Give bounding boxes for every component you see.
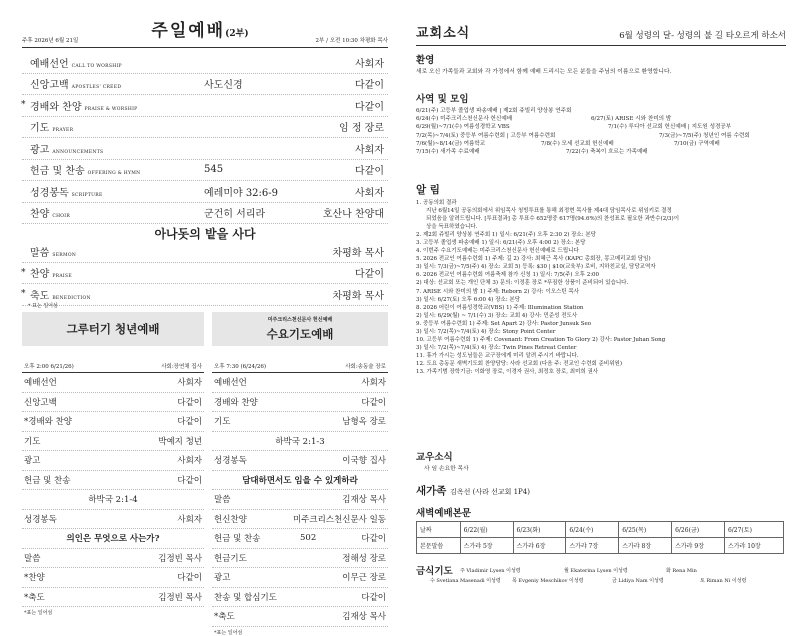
standing-mark: * [21, 100, 26, 111]
order-label-ko: 성경봉독 [30, 187, 69, 199]
order-leader: 다같이 [355, 80, 384, 92]
order-content: 사도신경 [204, 80, 243, 92]
service-row [212, 490, 388, 510]
announcement-line: 1. 공동의회 결과 [416, 200, 457, 206]
dawn-passage: 스가랴 7장 [566, 538, 619, 554]
service-row [22, 393, 204, 413]
fasting-name: 토 Riman Ni 이성령 [700, 578, 747, 584]
service-leader: 김재상 목사 [342, 495, 386, 506]
order-label-ko: 예배선언 [30, 58, 69, 70]
service-row [212, 568, 388, 588]
service-row [22, 451, 204, 471]
service-label: *경배와 찬양 [24, 417, 73, 428]
order-row [22, 74, 388, 96]
ministry-line [416, 140, 786, 148]
ministry-line [416, 115, 786, 123]
ministry-line [416, 148, 786, 156]
ministry-item: 7/8(수) 모세 선교회 헌신예배 [541, 140, 614, 147]
worship-title: 주일예배(2부) [151, 21, 249, 41]
order-row [22, 117, 388, 139]
order-label-en: CHOIR [52, 214, 71, 220]
news-title: 교회소식 [416, 26, 471, 41]
order-label-ko: 경배와 찬양 [30, 101, 82, 113]
ministry-line [416, 123, 786, 131]
announcements-section [416, 182, 786, 376]
ministry-item: 7/1(수) 루디아 선교회 헌신예배 | 지도원 성경공부 [608, 124, 732, 131]
dawn-date: 6/23(화) [513, 522, 566, 538]
youth-order [22, 373, 204, 616]
service-leader: 김정빈 목사 [158, 592, 202, 603]
service-row [22, 412, 204, 432]
service-row [22, 549, 204, 569]
order-label [30, 162, 140, 177]
service-row [212, 510, 388, 530]
announcement-line: 12. 도요 총동문 새벽기도회 찬양담당: 사라 선교회 (다음 주: 전교인 수련회 준비위원) [416, 360, 622, 367]
announcement-line: 3) 일시: 6/27(토) 오후 6:00 4) 장소: 본당 [416, 296, 521, 303]
service-row [212, 529, 388, 549]
service-row [22, 588, 204, 608]
ministry-item: 6/21(주) 고등부 졸업생 파송예배 | 제2회 쥬빌리 양상봉 연주회 [416, 108, 572, 114]
prayer-title [212, 312, 388, 346]
worship-date: 주후 2026년 6월 21일 [22, 38, 79, 44]
dawn-passage: 스가랴 10장 [724, 538, 783, 554]
ministry-item: 7/10(금) 구역예배 [674, 140, 720, 147]
service-label: 성경봉독 [214, 456, 247, 467]
service-label: 말씀 [214, 495, 231, 506]
service-leader: 다같이 [361, 534, 386, 545]
order-leader: 사회자 [355, 58, 384, 70]
service-leader: 정해성 장로 [342, 553, 386, 564]
sermon-title [212, 471, 388, 491]
dawn-section [416, 505, 786, 554]
visit-text: 사 임 손요한 목사 [424, 466, 469, 472]
service-label: *축도 [214, 612, 235, 623]
news-header [416, 22, 786, 46]
service-label: 헌신찬양 [214, 514, 247, 525]
worship-time-preacher: 2부 / 오전 10:30 차평화 목사 [315, 38, 388, 44]
welcome-heading: 환영 [416, 55, 435, 66]
order-row [22, 181, 388, 203]
standing-mark: * [21, 267, 26, 278]
ministry-item: 7/2(목)~7/4(토) 중등부 여름수련회 | 고등부 여름수련회 [416, 132, 556, 139]
order-leader: 다같이 [355, 166, 384, 178]
ministry-line [416, 132, 786, 140]
worship-order [22, 52, 388, 306]
order-row [22, 203, 388, 225]
service-row [212, 412, 388, 432]
order-label-en: CALL TO WORSHIP [71, 63, 122, 69]
announcement-line: 2) 대상: 선교회 또는 개인 단체 3) 문의: 이정훈 장로 *푸짐한 상품이 준비되어 있습니다. [416, 280, 629, 287]
service-row [22, 568, 204, 588]
dawn-heading: 새벽예배본문 [416, 508, 472, 519]
fasting-name: 월 Ekaterina Lysen 이성령 [564, 568, 628, 574]
ministry-item: 6/24(수) 미주크리스천신문사 헌신예배 [416, 116, 513, 123]
announcement-line: 3) 일시: 7/2(목)~7/4(토) 4) 장소: Twin Pines Retreat Center [416, 344, 577, 351]
standing-mark: * [21, 289, 26, 300]
service-leader: 사회자 [361, 378, 386, 389]
scripture-ref-text: 하박국 2:1-3 [275, 436, 325, 447]
service-label: 헌금기도 [214, 553, 247, 564]
ministry-item: 7/22(수) 축복이 흐르는 가족예배 [566, 148, 648, 155]
dawn-date: 6/24(수) [566, 522, 619, 538]
order-leader: 호산나 찬양대 [322, 209, 384, 221]
youth-service [22, 312, 204, 616]
fasting-name: 수 Svetlana Masenadi 이성령 [430, 578, 501, 584]
order-label [30, 141, 103, 156]
announcement-line: 9. 중등부 여름수련회 1) 주제: Set Apart 2) 강사: Pastor Junsuk Seo [416, 320, 592, 327]
order-label-en: PRAISE [52, 274, 72, 280]
standing-note: * 표는 일어섬 [28, 303, 58, 309]
order-label-en: APOSTLES' CREED [71, 85, 122, 91]
order-label [30, 76, 121, 91]
visit-section [416, 449, 786, 473]
service-leader: 미주크리스천신문사 일동 [292, 514, 386, 525]
service-leader: 이무근 장로 [342, 573, 386, 584]
service-leader: 사회자 [177, 378, 202, 389]
youth-host: 사회:장연채 집사 [161, 364, 202, 370]
ministry-heading: 사역 및 모임 [416, 94, 469, 105]
order-label-ko: 기도 [30, 123, 50, 135]
youth-time: 오후 2:00 6/21/26) [24, 364, 74, 370]
service-label: 예배선언 [24, 378, 57, 389]
standing-note: *표는 일어섬 [24, 610, 53, 616]
order-label-en: PRAYER [52, 128, 74, 134]
announcement-line: 13. 가족기범 장학기금: 이화영 장로, 이경자 권사, 최정호 장로, 최미희 권사 [416, 368, 599, 375]
announcement-line: 3. 고등부 졸업생 파송예배 1) 일시: 6/21(주) 오후 4:00 2) 장소: 본당 [416, 240, 586, 247]
scripture-ref-text: 하박국 2:1-4 [88, 495, 138, 506]
order-label [30, 184, 103, 199]
worship-meta [22, 36, 388, 48]
ministry-section [416, 91, 786, 156]
announcement-line: 5. 2026 전교인 여름수련회 1) 주제: 길 2) 강사: 최혜근 목사 (KAPC 총회장, 몽고메리교회 담임) [416, 256, 651, 263]
newfamily-heading: 새가족 [416, 485, 447, 497]
prayer-meta [212, 362, 388, 373]
prayer-host: 사회:송동술 장로 [345, 364, 386, 370]
order-label-en: OFFERING & HYMN [87, 171, 141, 177]
order-leader: 다같이 [355, 269, 384, 281]
service-leader: 다같이 [177, 573, 202, 584]
dawn-passage: 스가랴 9장 [672, 538, 725, 554]
scripture-ref [212, 432, 388, 452]
service-leader: 김정빈 목사 [158, 553, 202, 564]
order-label-ko: 광고 [30, 144, 50, 156]
dawn-date: 6/25(목) [619, 522, 672, 538]
announcement-line: 7. ARISE 시와 찬미의 밤 1) 주제: Reborn 2) 강사: 이오스틴 목사 [416, 288, 579, 295]
order-leader: 차평화 목사 [332, 247, 384, 259]
ministry-item: 7/3(금)~7/5(주) 청년인 여름 수련회 [659, 132, 750, 139]
order-row [22, 241, 388, 263]
dawn-table [416, 521, 784, 554]
service-leader: 사회자 [177, 514, 202, 525]
sermon-title-text: 의인은 무엇으로 사는가? [66, 534, 160, 545]
order-leader: 사회자 [355, 187, 384, 199]
order-label-en: SCRIPTURE [71, 192, 103, 198]
order-leader: 차평화 목사 [332, 290, 384, 302]
service-label: 헌금 및 찬송 [214, 534, 261, 545]
newfamily-section [416, 483, 786, 500]
standing-note: *표는 일어섬 [214, 629, 243, 636]
service-label: 광고 [214, 573, 231, 584]
service-label: 예배선언 [214, 378, 247, 389]
service-content: 502 [300, 533, 317, 544]
order-row [22, 52, 388, 74]
order-label-ko: 헌금 및 찬송 [30, 166, 85, 178]
order-label-en: SERMON [52, 252, 77, 258]
newfamily-text: 김옥선 (사라 선교회 1P4) [450, 488, 530, 496]
service-row [212, 549, 388, 569]
announcement-line: 4. 이번주 수요기도예배는 미주크리스천신문사 헌신예배로 드립니다 [416, 248, 579, 255]
order-label-ko: 신앙고백 [30, 80, 69, 92]
order-label-en: PRAISE & WORSHIP [84, 106, 138, 112]
announcement-line: 상을 득표하였습니다. [426, 224, 478, 231]
service-row [212, 451, 388, 471]
dawn-date: 6/22(월) [460, 522, 513, 538]
order-label-en: ANNOUNCEMENTS [52, 149, 104, 155]
order-content: 군건히 서리라 [204, 209, 266, 221]
order-row [22, 263, 388, 285]
news-subtitle: 6월 성령의 달- 성령의 불 길 타오르게 하소서 [619, 31, 786, 41]
order-row [22, 284, 388, 306]
service-leader: 다같이 [177, 417, 202, 428]
order-label-ko: 축도 [30, 290, 50, 302]
sermon-title: 아나돗의 밭을 사다 [154, 227, 256, 241]
order-leader: 다같이 [355, 101, 384, 113]
dawn-text-row [417, 538, 784, 554]
prayer-time: 오후 7:30 (6/24/26) [214, 364, 266, 370]
dawn-passage: 스가랴 8장 [619, 538, 672, 554]
service-row [22, 373, 204, 393]
dawn-header-row [417, 522, 784, 538]
order-row [22, 138, 388, 160]
fasting-name: 주 Vladimir Lysen 이성령 [460, 568, 521, 574]
sermon-title-text: 담대하면서도 임을 수 있게하라 [242, 475, 358, 486]
welcome-text: 새로 오신 가족들과 교회와 각 가정에서 함께 예배 드리시는 모든 분들을 주님의 이름으로 환영합니다. [416, 69, 672, 75]
order-leader: 사회자 [355, 144, 384, 156]
service-row [22, 432, 204, 452]
announcement-line: 2) 일시: 6/29(월) ~ 7/1(수) 3) 장소: 교회 4) 강사: 민준성 전도사 [416, 312, 578, 319]
dawn-passage: 스가랴 6장 [513, 538, 566, 554]
announcement-line: 6. 2026 전교인 여름수련회 여름축제 참가 신청 1) 일시: 7/5(주) 오후 2:00 [416, 272, 600, 279]
ministry-line [416, 107, 786, 115]
service-label: *축도 [24, 592, 45, 603]
service-row [212, 373, 388, 393]
announcement-line: 8. 2026 어린이 여름성경학교(VBS) 1) 주제: Illumination Station [416, 304, 584, 311]
order-content: 545 [204, 164, 224, 176]
fasting-heading: 금식기도 [416, 566, 453, 577]
service-label: 찬송 및 합심기도 [214, 592, 277, 603]
service-label: 성경봉독 [24, 514, 57, 525]
announcement-line: 지난 6월14일 공동의회에서 위임목사 청빙투표를 통해 최정현 목사를 제4대 담임목사로 위임키로 결정 [426, 208, 672, 215]
service-leader: 사회자 [177, 456, 202, 467]
news-page [416, 0, 786, 612]
service-leader: 다같이 [361, 397, 386, 408]
fasting-name: 화 Rena Min [666, 568, 697, 574]
fasting-name: 금 Lidiya Nam 이성령 [612, 578, 664, 584]
order-label-ko: 말씀 [30, 247, 50, 259]
fasting-name: 목 Evgeniy Meschikov 이성령 [512, 578, 584, 584]
ministry-item: 6/27(토) ARISE 시와 찬미의 밤 [591, 116, 672, 123]
order-label [30, 55, 122, 70]
scripture-ref [22, 490, 204, 510]
dawn-passage: 본문말씀 [417, 538, 461, 554]
order-label [30, 205, 70, 220]
visit-heading: 교우소식 [416, 452, 453, 463]
service-leader: 박예지 청년 [158, 436, 202, 447]
announcement-line: 3) 일시: 7/3(금)~7/5(주) 4) 장소: 교회 5) 등록: $30 | $10(교육부) 로비, 지하친교실, 담당교역자 [416, 264, 656, 271]
announcements-heading: 알 림 [416, 184, 440, 196]
prayer-title-main: 수요기도예배 [266, 327, 334, 341]
announcements-list [416, 199, 786, 376]
prayer-title-small: 미주크리스천신문사 헌신예배 [267, 317, 333, 323]
ministry-item: 7/15(수) 새가족 수료예배 [416, 148, 480, 155]
service-leader: 다같이 [361, 592, 386, 603]
order-label [30, 119, 73, 134]
service-leader: 다같이 [177, 397, 202, 408]
service-label: 헌금 및 찬송 [24, 475, 71, 486]
service-leader: 남형옥 장로 [342, 417, 386, 428]
service-leader: 이국향 집사 [342, 456, 386, 467]
service-label: 경배와 찬양 [214, 397, 258, 408]
order-label [30, 244, 76, 259]
ministry-item: 6/29(월)~7/1(수) 여름성경학교 VBS [416, 124, 510, 131]
order-label-ko: 찬양 [30, 269, 50, 281]
service-label: 기도 [24, 436, 41, 447]
order-label-ko: 찬양 [30, 209, 50, 221]
service-row [22, 471, 204, 491]
service-label: 기도 [214, 417, 231, 428]
youth-title: 그루터기 청년예배 [22, 312, 204, 346]
announcement-line: 3) 일시: 7/2(목)~7/4(토) 4) 장소: Stony Point Center [416, 328, 556, 335]
prayer-order [212, 373, 388, 636]
announcement-line: 되었음을 알려드립니다. [투표결과] 총 투표수 652명중 617명(94.6%)의 찬성표로 필요한 과반수(2/3)이 [426, 216, 680, 223]
service-leader: 김재상 목사 [342, 612, 386, 623]
announcement-line: 2. 제2회 쥬빌리 양상봉 연주회 1) 일시: 6/21(주) 오후 2:30 2) 장소: 본당 [416, 232, 596, 239]
order-content: 예레미야 32:6-9 [204, 187, 279, 199]
service-row [212, 588, 388, 608]
youth-meta [22, 362, 204, 373]
order-leader: 임 정 장로 [339, 123, 384, 135]
dawn-date: 날짜 [417, 522, 461, 538]
ministry-list [416, 107, 786, 156]
service-row [22, 510, 204, 530]
prayer-service [212, 312, 388, 636]
order-label-en: BENEDICTION [52, 295, 91, 301]
service-label: 말씀 [24, 553, 41, 564]
order-label [30, 98, 137, 113]
announcement-line: 11. 휴가 가시는 성도님들은 교구장에게 미리 알려 주시기 바랍니다. [416, 352, 579, 359]
dawn-date: 6/26(금) [672, 522, 725, 538]
order-row [22, 95, 388, 117]
dawn-passage: 스가랴 5장 [460, 538, 513, 554]
service-label: *찬양 [24, 573, 45, 584]
ministry-item: 7/6(월)~8/14(금) 여름학교 [416, 140, 486, 147]
welcome-section [416, 52, 786, 76]
order-row [22, 160, 388, 182]
dawn-date: 6/27(토) [724, 522, 783, 538]
service-label: 광고 [24, 456, 41, 467]
order-label [30, 287, 91, 302]
service-row [212, 607, 388, 627]
service-label: 신앙고백 [24, 397, 57, 408]
service-row [212, 393, 388, 413]
service-leader: 다같이 [177, 475, 202, 486]
order-label [30, 265, 72, 280]
sermon-title [22, 529, 204, 549]
announcement-line: 10. 고등부 여름수련회 1) 주제: Covenant: From Creation To Glory 2) 강사: Pastor Juhan Song [416, 336, 666, 343]
